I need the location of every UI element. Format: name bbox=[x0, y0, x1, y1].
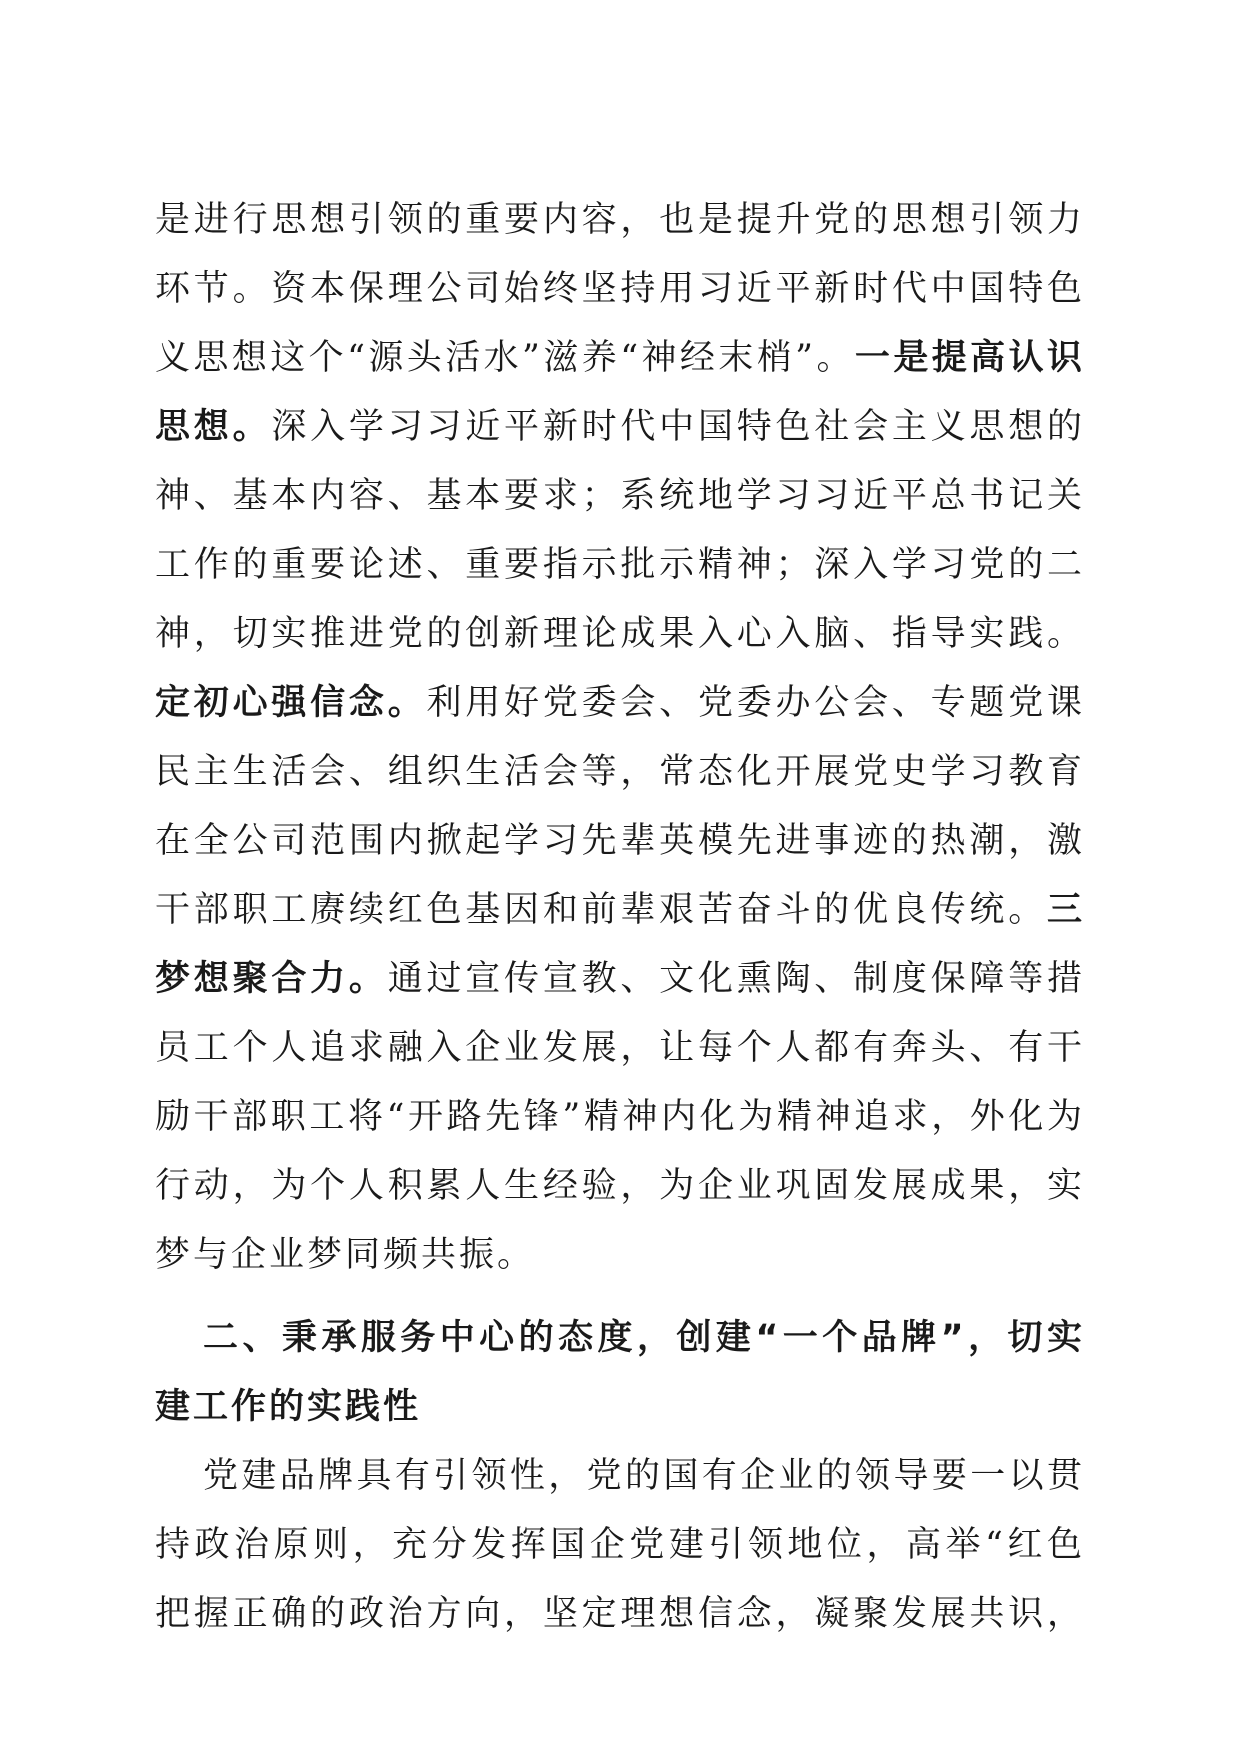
bold-run: 思想。 bbox=[155, 407, 272, 447]
section-heading-2 bbox=[155, 1304, 1085, 1442]
body-line: 党建品牌具有引领性，党的国有企业的领导要一以贯 bbox=[203, 1456, 1085, 1496]
text-run: 神、基本内容、基本要求；系统地学习习近平总书记关 bbox=[155, 476, 1085, 516]
paragraph-party-brand bbox=[155, 1442, 1085, 1649]
body-line bbox=[155, 1221, 1085, 1290]
text-run: 是进行思想引领的重要内容，也是提升党的思想引领力 bbox=[155, 200, 1085, 240]
body-line bbox=[155, 1014, 1085, 1083]
heading-line-1: 二、秉承服务中心的态度，创建“一个品牌”，切实 bbox=[203, 1318, 1085, 1358]
bold-run: 定初心强信念。 bbox=[155, 683, 427, 723]
text-run: 民主生活会、组织生活会等，常态化开展党史学习教育 bbox=[155, 752, 1085, 792]
body-line bbox=[155, 876, 1085, 945]
text-run: 干部职工赓续红色基因和前辈艰苦奋斗的优良传统。 bbox=[155, 890, 1047, 930]
text-run: 神，切实推进党的创新理论成果入心入脑、指导实践。 bbox=[155, 614, 1085, 654]
body-line bbox=[155, 738, 1085, 807]
body-line: 把握正确的政治方向，坚定理想信念，凝聚发展共识， bbox=[155, 1594, 1085, 1634]
body-line bbox=[155, 600, 1085, 669]
text-run: 励干部职工将“开路先锋”精神内化为精神追求，外化为 bbox=[155, 1097, 1085, 1137]
text-run: 利用好党委会、党委办公会、专题党课 bbox=[426, 683, 1085, 723]
text-run: 员工个人追求融入企业发展，让每个人都有奔头、有干 bbox=[155, 1028, 1085, 1068]
bold-run: 三 bbox=[1046, 890, 1085, 930]
text-run: 工作的重要论述、重要指示批示精神；深入学习党的二 bbox=[155, 545, 1085, 585]
body-line bbox=[155, 393, 1085, 462]
heading-line-2: 建工作的实践性 bbox=[155, 1387, 422, 1427]
bold-run: 一是提高认识 bbox=[854, 338, 1085, 378]
text-run: 义思想这个“源头活水”滋养“神经末梢”。 bbox=[155, 338, 855, 378]
document-body bbox=[155, 186, 1085, 1649]
bold-run: 梦想聚合力。 bbox=[155, 959, 388, 999]
text-run: 行动，为个人积累人生经验，为企业巩固发展成果，实 bbox=[155, 1166, 1085, 1206]
body-line bbox=[155, 255, 1085, 324]
text-run: 通过宣传宣教、文化熏陶、制度保障等措 bbox=[387, 959, 1085, 999]
text-run: 梦与企业梦同频共振。 bbox=[155, 1235, 536, 1275]
body-line bbox=[155, 324, 1085, 393]
text-run: 深入学习习近平新时代中国特色社会主义思想的 bbox=[271, 407, 1085, 447]
body-line bbox=[155, 1152, 1085, 1221]
body-line bbox=[155, 1083, 1085, 1152]
body-line bbox=[155, 462, 1085, 531]
body-line: 持政治原则，充分发挥国企党建引领地位，高举“红色 bbox=[155, 1525, 1085, 1565]
body-line bbox=[155, 186, 1085, 255]
body-line bbox=[155, 669, 1085, 738]
text-run: 在全公司范围内掀起学习先辈英模先进事迹的热潮，激 bbox=[155, 821, 1085, 861]
body-line bbox=[155, 945, 1085, 1014]
text-run: 环节。资本保理公司始终坚持用习近平新时代中国特色 bbox=[155, 269, 1085, 309]
paragraph-party-thought bbox=[155, 186, 1085, 1290]
body-line bbox=[155, 807, 1085, 876]
body-line bbox=[155, 531, 1085, 600]
